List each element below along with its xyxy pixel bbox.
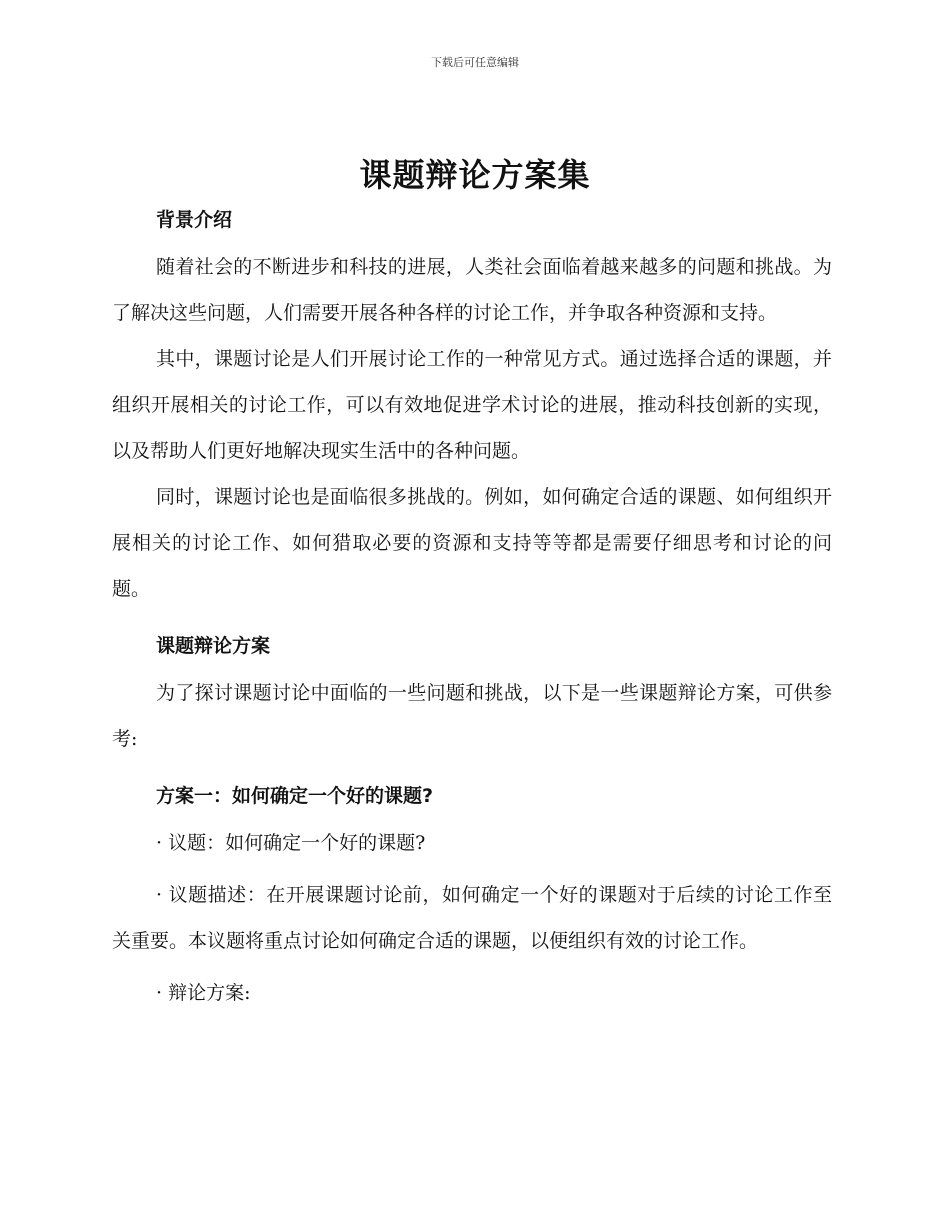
section-heading-plan1: 方案一：如何确定一个好的课题? [156,785,434,807]
header-note: 下载后可任意编辑 [431,56,519,69]
background-paragraph-2: 其中，课题讨论是人们开展讨论工作的一种常见方式。通过选择合适的课题，并组织开展相关的讨论工作，可以有效地促进学术讨论的进展，推动科技创新的实现，以及帮助人们更好地解决现实生活中的各种问题。 [112,348,832,462]
plan1-debate-item: · 辩论方案: [156,982,251,1004]
document-title: 课题辩论方案集 [359,156,591,194]
plans-intro-paragraph: 为了探讨课题讨论中面临的一些问题和挑战，以下是一些课题辩论方案，可供参考: [112,682,832,750]
plan1-description-item: · 议题描述：在开展课题讨论前，如何确定一个好的课题对于后续的讨论工作至关重要。本议题将重点讨论如何确定合适的课题，以便组织有效的讨论工作。 [112,884,832,952]
background-paragraph-1: 随着社会的不断进步和科技的进展，人类社会面临着越来越多的问题和挑战。为了解决这些问题，人们需要开展各种各样的讨论工作，并争取各种资源和支持。 [112,256,832,324]
section-heading-background: 背景介绍 [156,209,233,231]
background-paragraph-3: 同时，课题讨论也是面临很多挑战的。例如，如何确定合适的课题、如何组织开展相关的讨论工作、如何猎取必要的资源和支持等等都是需要仔细思考和讨论的问题。 [112,486,832,600]
document-body [112,204,832,1016]
section-heading-plans: 课题辩论方案 [156,635,271,657]
plan1-topic-item: · 议题：如何确定一个好的课题? [156,832,426,854]
